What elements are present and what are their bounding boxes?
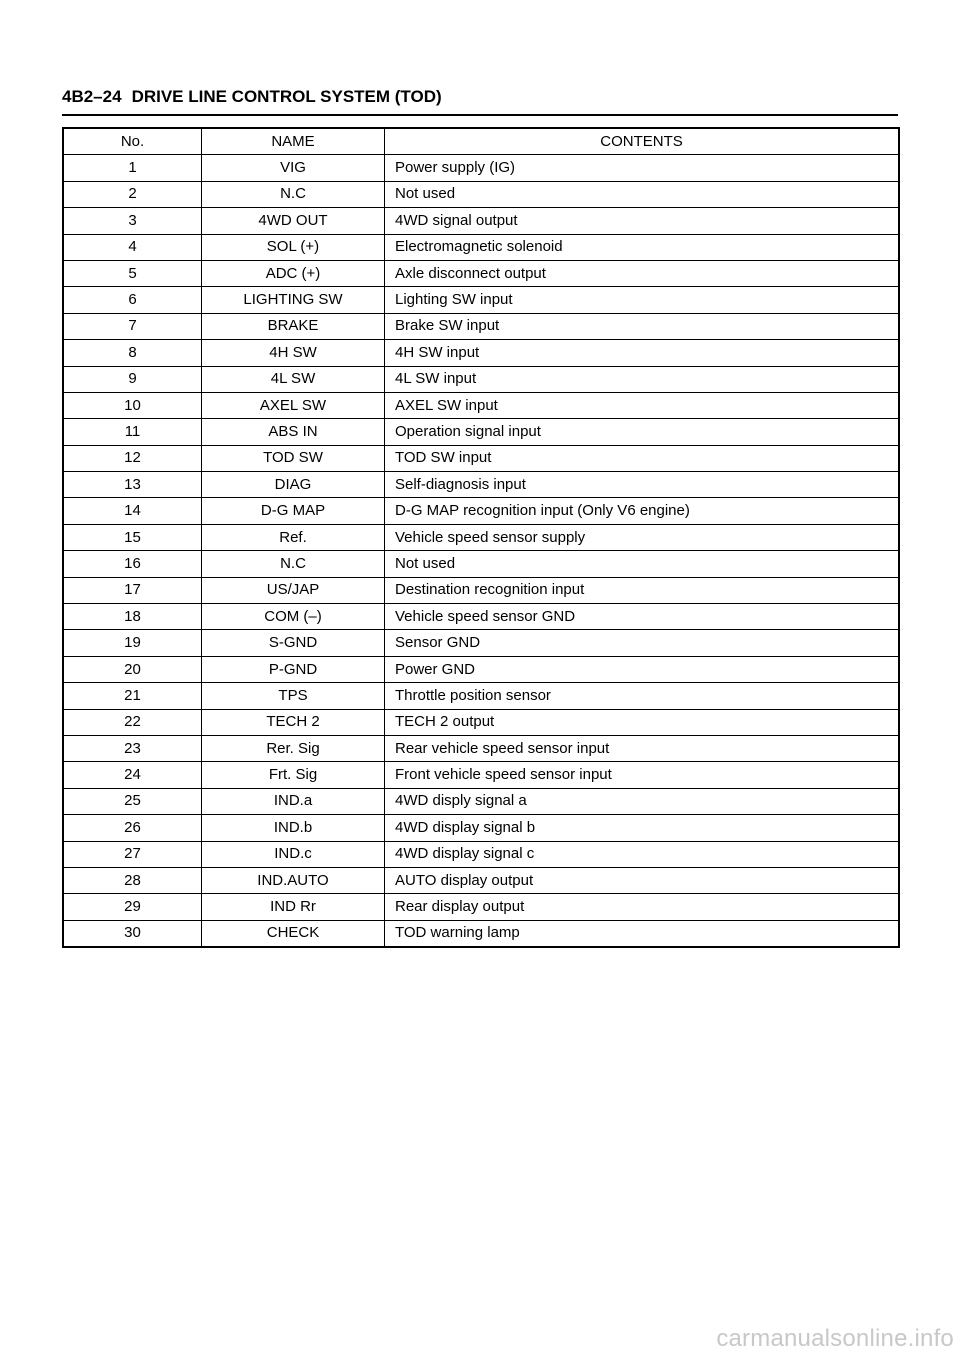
cell-contents: Brake SW input [385, 313, 900, 339]
cell-contents: 4WD display signal b [385, 815, 900, 841]
cell-contents: Destination recognition input [385, 577, 900, 603]
cell-no: 22 [63, 709, 202, 735]
cell-contents: Rear vehicle speed sensor input [385, 735, 900, 761]
cell-no: 24 [63, 762, 202, 788]
table-row [63, 155, 899, 181]
table-header-row [63, 128, 899, 155]
cell-no: 8 [63, 340, 202, 366]
cell-name: US/JAP [202, 577, 385, 603]
table-row [63, 208, 899, 234]
table-row [63, 234, 899, 260]
cell-name: N.C [202, 181, 385, 207]
table-body [63, 155, 899, 947]
cell-no: 18 [63, 604, 202, 630]
cell-name: CHECK [202, 920, 385, 947]
cell-contents: Axle disconnect output [385, 260, 900, 286]
cell-contents: 4H SW input [385, 340, 900, 366]
cell-contents: 4WD display signal c [385, 841, 900, 867]
cell-no: 10 [63, 392, 202, 418]
cell-no: 21 [63, 683, 202, 709]
cell-no: 3 [63, 208, 202, 234]
cell-no: 26 [63, 815, 202, 841]
table-row [63, 419, 899, 445]
cell-name: ABS IN [202, 419, 385, 445]
cell-contents: Rear display output [385, 894, 900, 920]
cell-no: 6 [63, 287, 202, 313]
cell-name: N.C [202, 551, 385, 577]
table-row [63, 762, 899, 788]
cell-no: 20 [63, 656, 202, 682]
cell-name: IND.b [202, 815, 385, 841]
cell-contents: Vehicle speed sensor supply [385, 524, 900, 550]
cell-name: AXEL SW [202, 392, 385, 418]
cell-name: 4WD OUT [202, 208, 385, 234]
cell-name: 4H SW [202, 340, 385, 366]
cell-contents: AUTO display output [385, 867, 900, 893]
cell-name: TECH 2 [202, 709, 385, 735]
cell-no: 11 [63, 419, 202, 445]
cell-no: 28 [63, 867, 202, 893]
table-row [63, 498, 899, 524]
cell-no: 2 [63, 181, 202, 207]
page-header [62, 86, 898, 108]
cell-no: 5 [63, 260, 202, 286]
table-row [63, 788, 899, 814]
table-row [63, 392, 899, 418]
column-header-name: NAME [202, 128, 385, 155]
cell-name: BRAKE [202, 313, 385, 339]
cell-name: LIGHTING SW [202, 287, 385, 313]
cell-contents: Power supply (IG) [385, 155, 900, 181]
table-row [63, 181, 899, 207]
cell-name: IND.c [202, 841, 385, 867]
cell-no: 7 [63, 313, 202, 339]
cell-contents: Operation signal input [385, 419, 900, 445]
table-row [63, 260, 899, 286]
cell-contents: Self-diagnosis input [385, 472, 900, 498]
table-row [63, 604, 899, 630]
cell-no: 9 [63, 366, 202, 392]
table-row [63, 551, 899, 577]
cell-contents: Power GND [385, 656, 900, 682]
cell-name: Rer. Sig [202, 735, 385, 761]
table-row [63, 894, 899, 920]
table-row [63, 630, 899, 656]
table-row [63, 867, 899, 893]
cell-name: SOL (+) [202, 234, 385, 260]
cell-no: 12 [63, 445, 202, 471]
cell-no: 27 [63, 841, 202, 867]
cell-contents: Throttle position sensor [385, 683, 900, 709]
cell-contents: TOD warning lamp [385, 920, 900, 947]
section-code: 4B2–24 [62, 87, 122, 106]
table-row [63, 920, 899, 947]
cell-contents: TECH 2 output [385, 709, 900, 735]
cell-contents: Electromagnetic solenoid [385, 234, 900, 260]
table-row [63, 683, 899, 709]
table-row [63, 524, 899, 550]
cell-name: D-G MAP [202, 498, 385, 524]
cell-no: 16 [63, 551, 202, 577]
table-row [63, 472, 899, 498]
table-row [63, 577, 899, 603]
cell-contents: 4L SW input [385, 366, 900, 392]
cell-contents: Not used [385, 181, 900, 207]
table-row [63, 340, 899, 366]
cell-no: 29 [63, 894, 202, 920]
cell-no: 30 [63, 920, 202, 947]
table-row [63, 709, 899, 735]
cell-contents: TOD SW input [385, 445, 900, 471]
cell-name: IND Rr [202, 894, 385, 920]
cell-contents: 4WD signal output [385, 208, 900, 234]
cell-name: P-GND [202, 656, 385, 682]
cell-name: 4L SW [202, 366, 385, 392]
table-row [63, 287, 899, 313]
cell-contents: Not used [385, 551, 900, 577]
cell-contents: AXEL SW input [385, 392, 900, 418]
cell-contents: Front vehicle speed sensor input [385, 762, 900, 788]
header-rule [62, 114, 898, 116]
table-row [63, 366, 899, 392]
cell-name: Ref. [202, 524, 385, 550]
watermark: carmanualsonline.info [716, 1325, 954, 1352]
page-title: DRIVE LINE CONTROL SYSTEM (TOD) [131, 87, 442, 106]
column-header-contents: CONTENTS [385, 128, 900, 155]
table-row [63, 656, 899, 682]
table-row [63, 313, 899, 339]
cell-contents: Vehicle speed sensor GND [385, 604, 900, 630]
cell-contents: Sensor GND [385, 630, 900, 656]
cell-contents: 4WD disply signal a [385, 788, 900, 814]
table-row [63, 815, 899, 841]
column-header-no: No. [63, 128, 202, 155]
cell-name: VIG [202, 155, 385, 181]
cell-name: IND.a [202, 788, 385, 814]
cell-no: 17 [63, 577, 202, 603]
cell-no: 1 [63, 155, 202, 181]
table-row [63, 735, 899, 761]
cell-name: COM (–) [202, 604, 385, 630]
cell-name: S-GND [202, 630, 385, 656]
table-row [63, 445, 899, 471]
cell-contents: D-G MAP recognition input (Only V6 engine) [385, 498, 900, 524]
cell-name: Frt. Sig [202, 762, 385, 788]
cell-name: IND.AUTO [202, 867, 385, 893]
cell-name: TOD SW [202, 445, 385, 471]
table-row [63, 841, 899, 867]
cell-no: 25 [63, 788, 202, 814]
cell-no: 15 [63, 524, 202, 550]
cell-no: 13 [63, 472, 202, 498]
cell-no: 23 [63, 735, 202, 761]
cell-name: DIAG [202, 472, 385, 498]
cell-no: 14 [63, 498, 202, 524]
cell-contents: Lighting SW input [385, 287, 900, 313]
cell-no: 19 [63, 630, 202, 656]
terminal-table [62, 127, 900, 948]
cell-name: ADC (+) [202, 260, 385, 286]
cell-name: TPS [202, 683, 385, 709]
cell-no: 4 [63, 234, 202, 260]
